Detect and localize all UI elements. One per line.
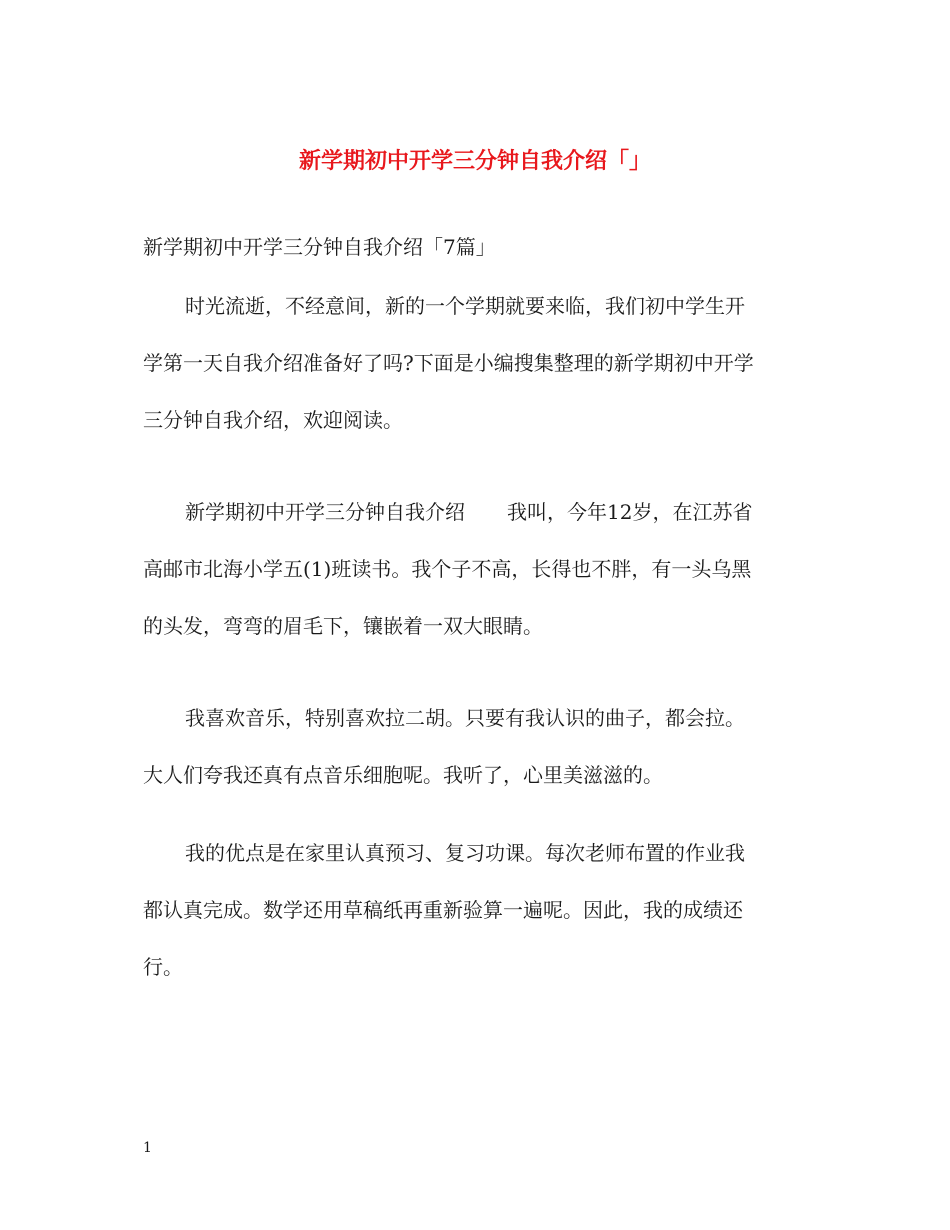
paragraph-1	[143, 278, 813, 449]
paragraph-line-text: 我叫，今年12岁，在江苏省	[507, 500, 753, 524]
paragraph-line: 都认真完成。数学还用草稿纸再重新验算一遍呢。因此，我的成绩还	[143, 898, 743, 922]
paragraph-line: 的头发，弯弯的眉毛下，镶嵌着一双大眼睛。	[143, 614, 543, 638]
paragraph-first-line	[143, 484, 813, 541]
paragraph-line: 行。	[143, 955, 183, 979]
paragraph-line: 三分钟自我介绍，欢迎阅读。	[143, 408, 403, 432]
paragraph-2	[143, 484, 813, 655]
paragraph-line: 大人们夸我还真有点音乐细胞呢。我听了，心里美滋滋的。	[143, 763, 663, 787]
paragraph-line: 我喜欢音乐，特别喜欢拉二胡。只要有我认识的曲子，都会拉。	[185, 706, 745, 730]
paragraph-line: 学第一天自我介绍准备好了吗?下面是小编搜集整理的新学期初中开学	[143, 351, 754, 375]
paragraph-line: 高邮市北海小学五(1)班读书。我个子不高，长得也不胖，有一头乌黑	[143, 557, 752, 581]
paragraph-line: 我的优点是在家里认真预习、复习功课。每次老师布置的作业我	[185, 841, 745, 865]
document-subtitle: 新学期初中开学三分钟自我介绍「7篇」	[143, 235, 496, 259]
paragraph-3	[143, 690, 813, 804]
document-title: 新学期初中开学三分钟自我介绍「」	[298, 148, 651, 174]
section-heading: 新学期初中开学三分钟自我介绍	[185, 500, 465, 524]
paragraph-line: 时光流逝，不经意间，新的一个学期就要来临，我们初中学生开	[185, 294, 745, 318]
page-number: 1	[143, 1140, 152, 1156]
paragraph-4	[143, 825, 813, 996]
